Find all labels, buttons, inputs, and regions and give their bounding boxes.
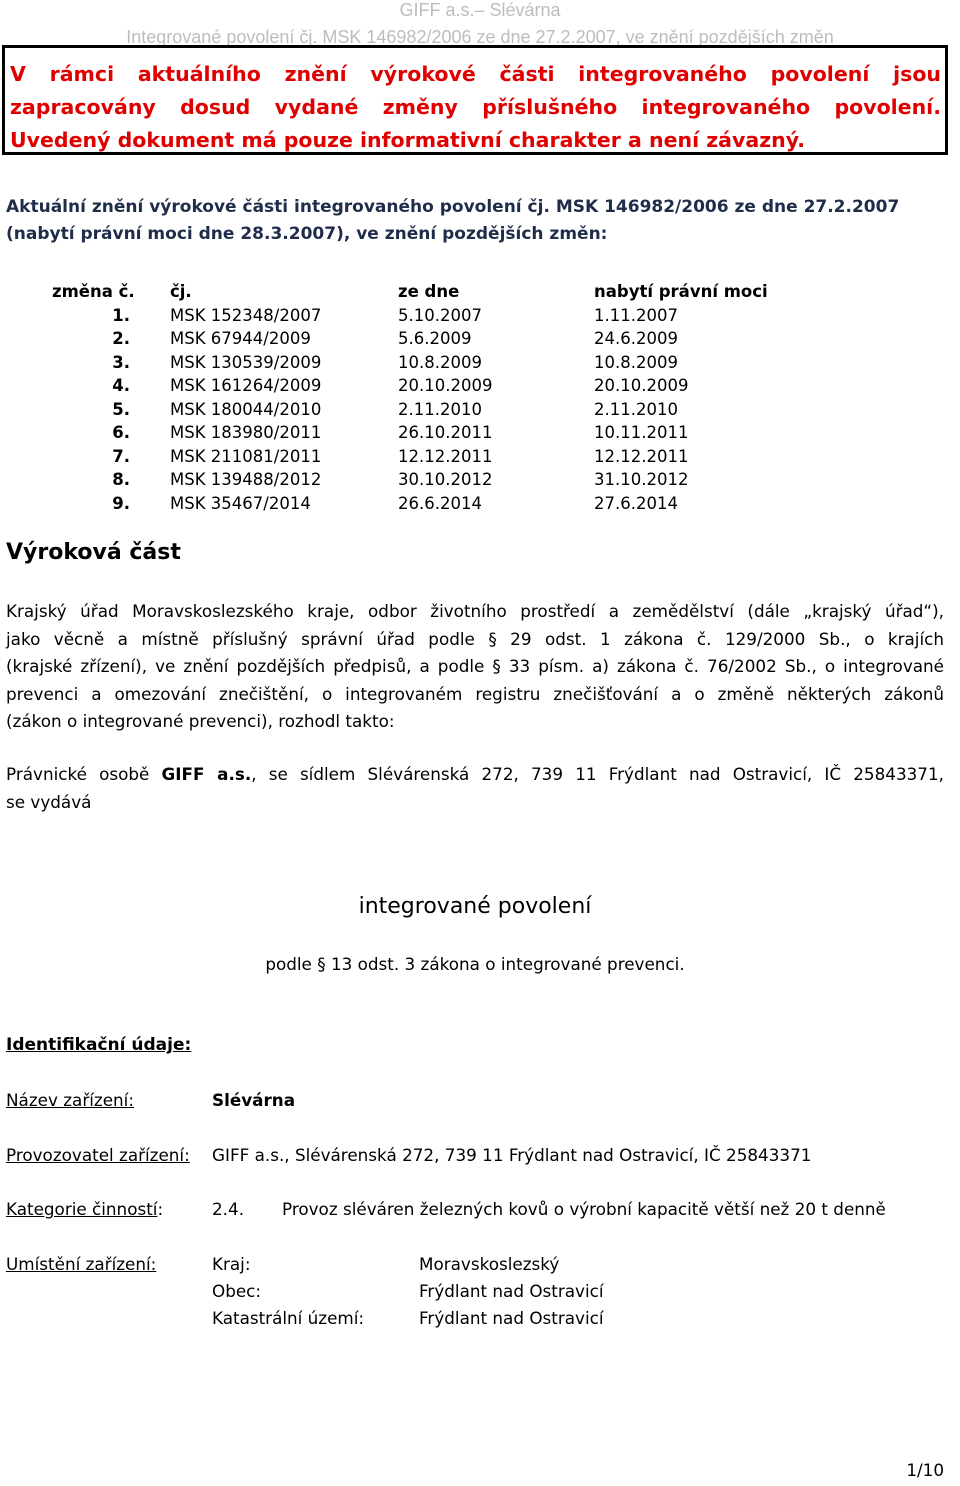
row-date: 30.10.2012 <box>398 470 493 489</box>
document-subtitle: podle § 13 odst. 3 zákona o integrované prevenci. <box>265 954 685 974</box>
intro-paragraph <box>6 598 944 736</box>
row-reference: MSK 67944/2009 <box>170 329 311 348</box>
row-date: 5.10.2007 <box>398 305 482 325</box>
municipality-label: Obec: <box>212 1281 262 1301</box>
operator-value: GIFF a.s., Slévárenská 272, 739 11 Frýdlant nad Ostravicí, IČ 25843371 <box>212 1145 812 1165</box>
row-effective-date: 12.12.2011 <box>594 446 689 466</box>
intro-line-4: prevenci a omezování znečištění, o integrovaném registru znečišťování a o změně některých zákonů <box>6 683 944 704</box>
row-reference: MSK 139488/2012 <box>170 470 322 489</box>
row-date: 26.6.2014 <box>398 493 482 513</box>
row-effective-date: 27.6.2014 <box>594 493 678 513</box>
facility-name-value: Slévárna <box>212 1090 296 1110</box>
row-effective-date: 10.8.2009 <box>594 352 678 372</box>
row-effective-date: 20.10.2009 <box>594 376 689 395</box>
header-change-no: změna č. <box>52 282 135 301</box>
current-version-statement <box>6 194 899 248</box>
header-reference: čj. <box>170 282 192 301</box>
region-value: Moravskoslezský <box>419 1254 560 1274</box>
disclaimer-line-1: V rámci aktuálního znění výrokové části integrovaného povolení jsou <box>10 62 941 86</box>
entity-line-2: se vydává <box>6 791 92 812</box>
row-reference: MSK 180044/2010 <box>170 399 322 419</box>
row-number: 4. <box>112 376 130 395</box>
facility-name-label: Název zařízení: <box>6 1090 134 1110</box>
operator-label: Provozovatel zařízení: <box>6 1145 190 1165</box>
cadastral-value: Frýdlant nad Ostravicí <box>419 1308 604 1328</box>
row-reference: MSK 152348/2007 <box>170 305 322 325</box>
row-number: 9. <box>112 493 130 513</box>
section-heading: Výroková část <box>6 540 181 565</box>
row-number: 8. <box>112 470 130 489</box>
row-number: 1. <box>112 305 130 325</box>
row-reference: MSK 183980/2011 <box>170 423 322 442</box>
cadastral-label: Katastrální území: <box>212 1308 365 1328</box>
row-reference: MSK 161264/2009 <box>170 376 322 395</box>
entity-paragraph <box>6 761 944 816</box>
current-version-line-1: Aktuální znění výrokové části integrovaného povolení čj. MSK 146982/2006 ze dne 27.2.2007 <box>6 197 900 217</box>
row-date: 26.10.2011 <box>398 423 493 442</box>
category-label: Kategorie činností <box>6 1199 158 1219</box>
disclaimer-line-2: zapracovány dosud vydané změny příslušného integrovaného povolení. <box>10 95 941 119</box>
running-header-permit: Integrované povolení čj. MSK 146982/2006 ze dne 27.2.2007, ve znění pozdějších změn <box>126 27 834 47</box>
current-version-line-2: (nabytí právní moci dne 28.3.2007), ve znění pozdějších změn: <box>6 224 608 244</box>
row-date: 12.12.2011 <box>398 446 493 466</box>
row-effective-date: 24.6.2009 <box>594 329 678 348</box>
row-date: 5.6.2009 <box>398 329 472 348</box>
intro-line-3: (krajské zřízení), ve znění pozdějších předpisů, a podle § 33 písm. a) zákona č. 76/2002 Sb., o integrované <box>6 656 944 676</box>
municipality-value: Frýdlant nad Ostravicí <box>419 1281 604 1301</box>
row-effective-date: 2.11.2010 <box>594 399 678 419</box>
category-text: Provoz sléváren železných kovů o výrobní kapacitě větší než 20 t denně <box>282 1199 886 1219</box>
row-number: 5. <box>112 399 130 419</box>
row-effective-date: 1.11.2007 <box>594 305 678 325</box>
identification-heading: Identifikační údaje: <box>6 1035 192 1055</box>
entity-suffix: , se sídlem Slévárenská 272, 739 11 Frýdlant nad Ostravicí, IČ 25843371, <box>251 764 944 784</box>
intro-line-2: jako věcně a místně příslušný správní úřad podle § 29 odst. 1 zákona č. 129/2000 Sb., o krajích <box>6 628 944 649</box>
row-reference: MSK 130539/2009 <box>170 352 322 372</box>
disclaimer-line-3: Uvedený dokument má pouze informativní charakter a není závazný. <box>10 128 805 152</box>
intro-line-1: Krajský úřad Moravskoslezského kraje, odbor životního prostředí a zemědělství (dále „krajský úřad“), <box>6 601 944 621</box>
row-date: 20.10.2009 <box>398 376 493 395</box>
entity-line-1 <box>6 761 944 789</box>
entity-prefix: Právnické osobě <box>6 764 150 784</box>
row-effective-date: 10.11.2011 <box>594 423 689 442</box>
row-number: 3. <box>112 352 130 372</box>
location-label: Umístění zařízení: <box>6 1254 157 1274</box>
row-date: 10.8.2009 <box>398 352 482 372</box>
category-label-wrap <box>6 1199 163 1219</box>
row-effective-date: 31.10.2012 <box>594 470 689 489</box>
disclaimer-box <box>2 45 948 155</box>
row-number: 6. <box>112 423 130 442</box>
row-reference: MSK 35467/2014 <box>170 493 311 513</box>
running-header-company: GIFF a.s.– Slévárna <box>399 0 561 20</box>
row-number: 7. <box>112 446 130 466</box>
document-title: integrované povolení <box>358 894 592 919</box>
category-code: 2.4. <box>212 1199 245 1219</box>
row-reference: MSK 211081/2011 <box>170 446 322 466</box>
row-number: 2. <box>112 329 130 348</box>
header-effective-date: nabytí právní moci <box>594 282 768 301</box>
region-label: Kraj: <box>212 1254 251 1274</box>
page-number: 1/10 <box>906 1460 944 1480</box>
row-date: 2.11.2010 <box>398 399 482 419</box>
intro-line-5: (zákon o integrované prevenci), rozhodl takto: <box>6 711 395 731</box>
header-date: ze dne <box>398 282 460 301</box>
entity-name: GIFF a.s. <box>161 764 252 784</box>
category-colon: : <box>157 1199 164 1219</box>
